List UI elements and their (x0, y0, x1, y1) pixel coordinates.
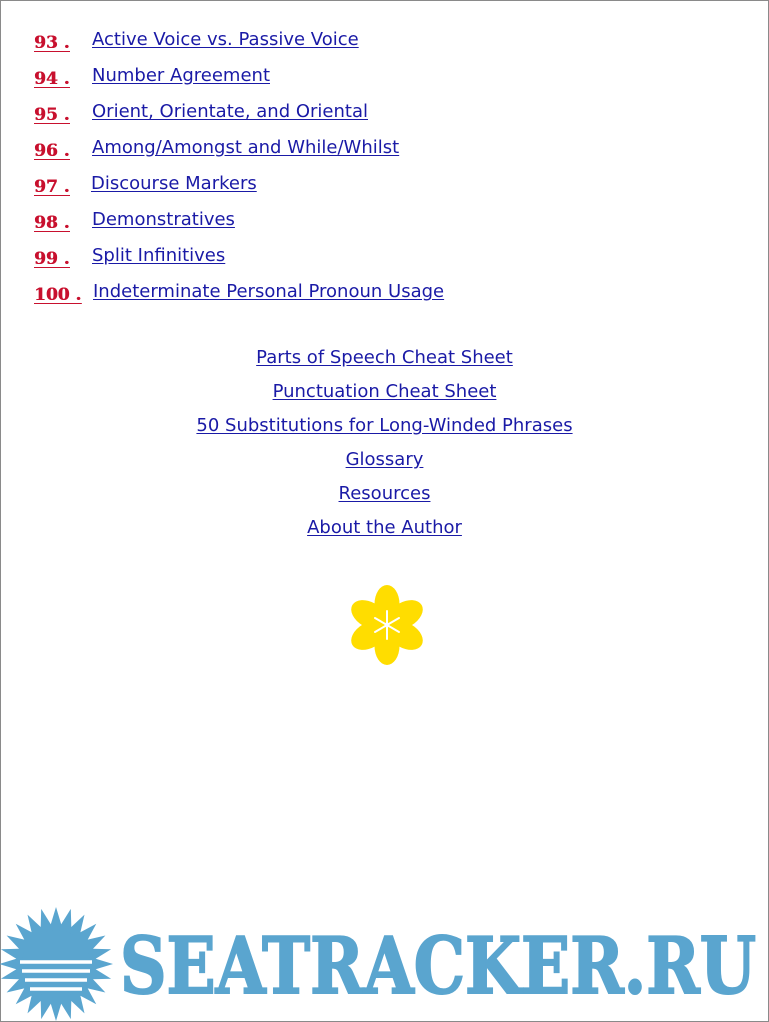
toc-entry-96 (34, 136, 734, 172)
glossary-link[interactable]: Glossary (345, 449, 424, 470)
toc-link-94[interactable]: Number Agreement (92, 65, 270, 86)
table-of-contents (34, 28, 734, 316)
toc-entry-94 (34, 64, 734, 100)
about-author-link[interactable]: About the Author (307, 517, 462, 538)
back-matter-item (0, 379, 769, 413)
back-matter-item (0, 515, 769, 549)
back-matter-item (0, 447, 769, 481)
toc-number-99[interactable]: 99 . (34, 249, 70, 269)
toc-entry-93 (34, 28, 734, 64)
toc-number-95[interactable]: 95 . (34, 105, 70, 125)
toc-number-97[interactable]: 97 . (34, 177, 70, 197)
resources-link[interactable]: Resources (338, 483, 431, 504)
toc-link-96[interactable]: Among/Amongst and While/Whilst (92, 137, 400, 158)
toc-number-100[interactable]: 100 . (34, 285, 82, 305)
substitutions-link[interactable]: 50 Substitutions for Long-Winded Phrases (196, 415, 573, 436)
toc-link-100[interactable]: Indeterminate Personal Pronoun Usage (93, 281, 445, 302)
toc-entry-95 (34, 100, 734, 136)
toc-link-98[interactable]: Demonstratives (92, 209, 235, 230)
watermark (0, 905, 769, 1022)
toc-link-99[interactable]: Split Infinitives (92, 245, 226, 266)
toc-link-93[interactable]: Active Voice vs. Passive Voice (92, 29, 359, 50)
back-matter-item (0, 481, 769, 515)
back-matter-item (0, 345, 769, 379)
back-matter-links (0, 345, 769, 549)
toc-number-94[interactable]: 94 . (34, 69, 70, 89)
watermark-text: SEATRACKER.RU (120, 921, 756, 1012)
sun-icon (0, 907, 113, 1021)
parts-of-speech-link[interactable]: Parts of Speech Cheat Sheet (256, 347, 513, 368)
toc-number-93[interactable]: 93 . (34, 33, 70, 53)
toc-entry-97 (34, 172, 734, 208)
toc-entry-100 (34, 280, 734, 316)
toc-entry-99 (34, 244, 734, 280)
toc-link-95[interactable]: Orient, Orientate, and Oriental (92, 101, 368, 122)
punctuation-link[interactable]: Punctuation Cheat Sheet (272, 381, 497, 402)
back-matter-item (0, 413, 769, 447)
toc-link-97[interactable]: Discourse Markers (91, 173, 257, 194)
toc-number-98[interactable]: 98 . (34, 213, 70, 233)
toc-number-96[interactable]: 96 . (34, 141, 70, 161)
toc-entry-98 (34, 208, 734, 244)
flower-icon (348, 584, 426, 666)
